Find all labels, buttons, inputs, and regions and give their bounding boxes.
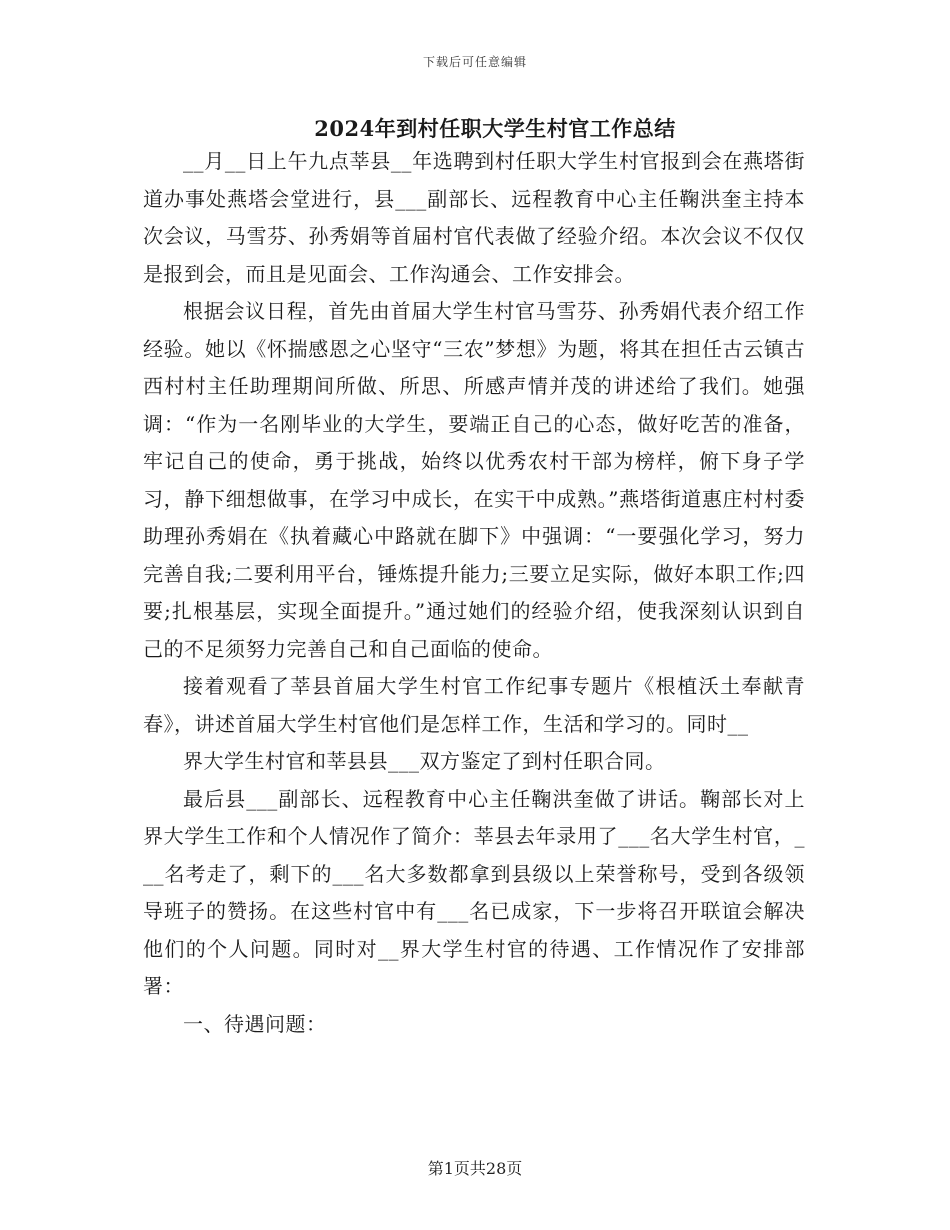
paragraph: 接着观看了莘县首届大学生村官工作纪事专题片《根植沃土奉献青春》，讲述首届大学生村官他们是怎样工作，生活和学习的。同时__ — [143, 674, 805, 736]
paragraph: 根据会议日程，首先由首届大学生村官马雪芬、孙秀娟代表介绍工作经验。她以《怀揣感恩之心坚守“三农”梦想》为题，将其在担任古云镇古西村村主任助理期间所做、所思、所感声情并茂的讲述给了我们。她强调：“作为一名刚毕业的大学生，要端正自己的心态，做好吃苦的准备，牢记自己的使命，勇于挑战，始终以优秀农村干部为榜样，俯下身子学习，静下细想做事，在学习中成长，在实干中成熟。”燕塔街道惠庄村村委助理孙秀娟在《执着藏心中路就在脚下》中强调：“一要强化学习，努力完善自我;二要利用平台，锤炼提升能力;三要立足实际，做好本职工作;四要;扎根基层，实现全面提升。”通过她们的经验介绍，使我深刻认识到自己的不足须努力完善自己和自己面临的使命。 — [143, 299, 805, 661]
paragraph: 最后县___副部长、远程教育中心主任鞠洪奎做了讲话。鞠部长对上界大学生工作和个人情况作了简介：莘县去年录用了___名大学生村官，___名考走了，剩下的___名大多数都拿到县级以上荣誉称号，受到各级领导班子的赞扬。在这些村官中有___名已成家，下一步将召开联谊会解决他们的个人问题。同时对__界大学生村官的待遇、工作情况作了安排部署： — [143, 786, 805, 998]
paragraph: 界大学生村官和莘县县___双方鉴定了到村任职合同。 — [183, 749, 666, 773]
document-title: 2024年到村任职大学生村官工作总结 — [314, 116, 676, 141]
document-body — [143, 143, 805, 1043]
paragraph: __月__日上午九点莘县__年选聘到村任职大学生村官报到会在燕塔街道办事处燕塔会堂进行，县___副部长、远程教育中心主任鞠洪奎主持本次会议，马雪芬、孙秀娟等首届村官代表做了经验介绍。本次会议不仅仅是报到会，而且是见面会、工作沟通会、工作安排会。 — [143, 149, 805, 286]
page-footer: 第1页共28页 — [427, 1159, 523, 1178]
header-note: 下载后可任意编辑 — [422, 55, 527, 69]
paragraph: 一、待遇问题： — [183, 1011, 327, 1036]
